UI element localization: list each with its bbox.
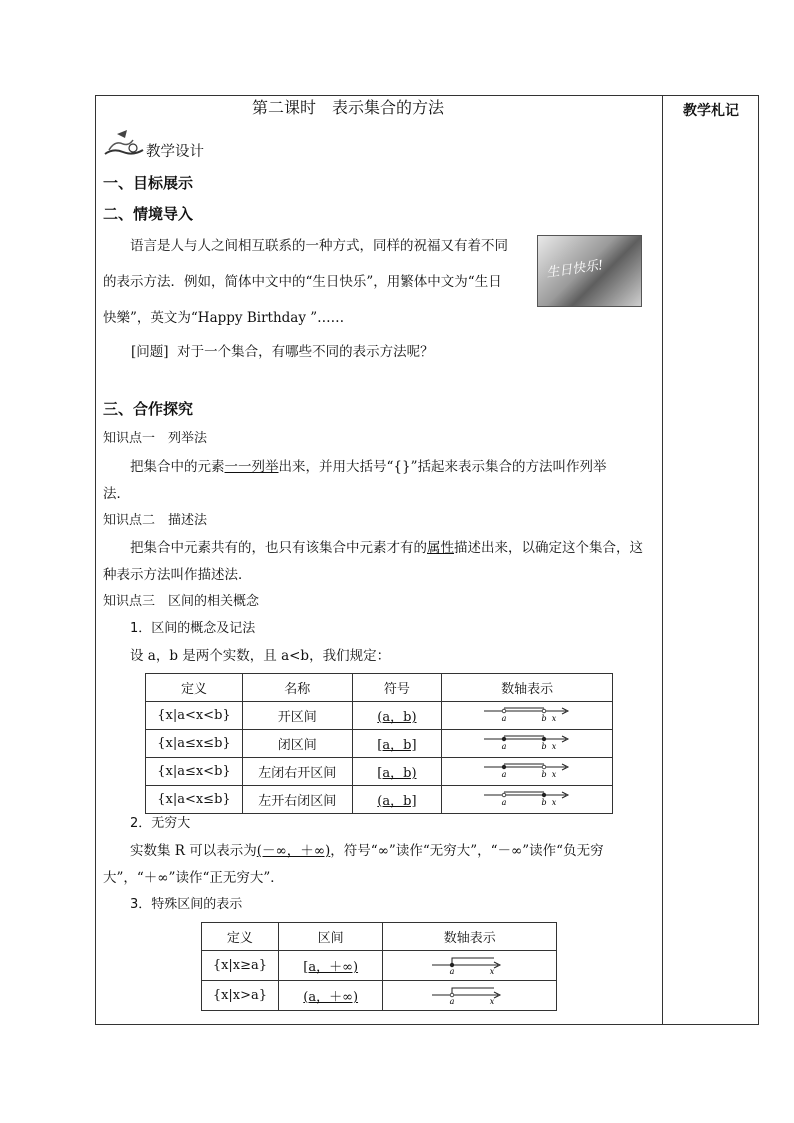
axis-label-a: a	[449, 966, 455, 975]
k2-text-a: 把集合中元素共有的，也只有该集合中元素才有的	[130, 540, 427, 556]
question-line	[131, 343, 434, 361]
knowledge-2-title: 知识点二 描述法	[103, 513, 208, 528]
knowledge-1-title: 知识点一 列举法	[103, 431, 208, 446]
row-name: 开区间	[242, 702, 352, 730]
infinity-line-2: 大”，“＋∞”读作“正无穷大”．	[103, 870, 284, 886]
section-2-heading: 二、情境导入	[103, 205, 194, 223]
knowledge-3-sub-1: 1．区间的概念及记法	[130, 621, 256, 636]
table-row	[146, 786, 613, 814]
k1-text-a: 把集合中的元素	[130, 459, 225, 475]
intro-line-2: 的表示方法．例如，简体中文中的“生日快乐”，用繁体中文为“生日	[103, 274, 502, 290]
side-column-title: 教学札记	[683, 103, 739, 119]
intro-line-1: 语言是人与人之间相互联系的一种方式，同样的祝福又有着不同	[130, 238, 508, 254]
infinity-line-1	[130, 842, 604, 860]
row-interval: [a，＋∞)	[278, 951, 383, 981]
row-name: 闭区间	[242, 730, 352, 758]
k2-text-c: 描述出来，以确定这个集合，这	[454, 540, 643, 556]
knowledge-3-title: 知识点三 区间的相关概念	[103, 594, 260, 609]
knowledge-3-sub-3: 3．特殊区间的表示	[130, 897, 243, 912]
axis-label-x: x	[551, 713, 557, 723]
row-symbol: [a，b)	[352, 758, 442, 786]
row-number-line	[442, 786, 613, 814]
question-text: 对于一个集合，有哪些不同的表示方法呢？	[177, 344, 434, 360]
knowledge-2-line-2: 种表示方法叫作描述法．	[103, 567, 252, 583]
axis-label-x: x	[551, 769, 557, 779]
axis-label-a: a	[449, 996, 455, 1005]
section-1-heading: 一、目标展示	[103, 174, 194, 192]
row-number-line	[383, 951, 557, 981]
axis-label-b: b	[541, 797, 547, 807]
k1-underlined: 一一列举	[224, 459, 279, 475]
knowledge-3-sub-2: 2．无穷大	[130, 816, 191, 831]
row-symbol: (a，b]	[352, 786, 442, 814]
row-definition: {x|a≤x<b}	[146, 758, 243, 786]
axis-label-a: a	[501, 797, 507, 807]
special-interval-table	[201, 922, 557, 1011]
number-line-icon	[430, 983, 510, 1005]
row-number-line	[442, 730, 613, 758]
axis-label-b: b	[541, 713, 547, 723]
axis-label-x: x	[489, 966, 494, 975]
intro-line-3: 快樂”，英文为“Happy Birthday ”……	[103, 310, 345, 326]
row-definition: {x|x≥a}	[202, 951, 279, 981]
axis-label-x: x	[489, 996, 494, 1005]
axis-label-b: b	[541, 741, 547, 751]
row-symbol: (a，b)	[352, 702, 442, 730]
row-definition: {x|a<x≤b}	[146, 786, 243, 814]
row-definition: {x|a<x<b}	[146, 702, 243, 730]
row-symbol: [a，b]	[352, 730, 442, 758]
inf-underlined: (－∞，＋∞)	[256, 843, 331, 859]
table-row	[202, 981, 557, 1011]
table-row	[146, 730, 613, 758]
number-line-icon	[482, 704, 572, 724]
table-row	[202, 951, 557, 981]
question-tag: [问题]	[131, 344, 169, 360]
header-name: 名称	[242, 674, 352, 702]
row-number-line	[442, 758, 613, 786]
row-definition: {x|a≤x≤b}	[146, 730, 243, 758]
row-number-line	[383, 981, 557, 1011]
header-definition: 定义	[202, 923, 279, 951]
knowledge-3-intro: 设 a，b 是两个实数，且 a<b，我们规定：	[130, 648, 391, 664]
header-number-line: 数轴表示	[383, 923, 557, 951]
section-3-heading: 三、合作探究	[103, 400, 194, 418]
k1-text-c: 出来，并用大括号“{}”括起来表示集合的方法叫作列举	[278, 459, 607, 475]
header-number-line: 数轴表示	[442, 674, 613, 702]
header-definition: 定义	[146, 674, 243, 702]
number-line-icon	[430, 953, 510, 975]
inf-text-a: 实数集 R 可以表示为	[130, 843, 257, 859]
row-interval: (a，＋∞)	[278, 981, 383, 1011]
number-line-icon	[482, 732, 572, 752]
column-divider	[662, 95, 663, 1025]
birthday-photo	[537, 235, 642, 307]
row-number-line	[442, 702, 613, 730]
table-header-row	[146, 674, 613, 702]
interval-table	[145, 673, 613, 814]
k2-underlined: 属性	[427, 540, 454, 556]
table-row	[146, 758, 613, 786]
knowledge-1-line-2: 法．	[103, 486, 130, 502]
design-label: 教学设计	[146, 144, 204, 160]
row-definition: {x|x>a}	[202, 981, 279, 1011]
table-header-row	[202, 923, 557, 951]
axis-label-b: b	[541, 769, 547, 779]
photo-caption: 生日快乐!	[545, 258, 605, 281]
header-symbol: 符号	[352, 674, 442, 702]
inf-text-c: ，符号“∞”读作“无穷大”，“－∞”读作“负无穷	[330, 843, 604, 859]
knowledge-2-line-1	[130, 539, 643, 557]
number-line-icon	[482, 788, 572, 808]
axis-label-a: a	[501, 769, 507, 779]
teaching-design-logo-icon	[103, 128, 145, 160]
row-name: 左闭右开区间	[242, 758, 352, 786]
axis-label-a: a	[501, 741, 507, 751]
axis-label-a: a	[501, 713, 507, 723]
knowledge-1-line-1	[130, 458, 606, 476]
row-name: 左开右闭区间	[242, 786, 352, 814]
header-interval: 区间	[278, 923, 383, 951]
number-line-icon	[482, 760, 572, 780]
axis-label-x: x	[551, 741, 557, 751]
page-title: 第二课时 表示集合的方法	[252, 98, 445, 117]
table-row	[146, 702, 613, 730]
axis-label-x: x	[551, 797, 557, 807]
